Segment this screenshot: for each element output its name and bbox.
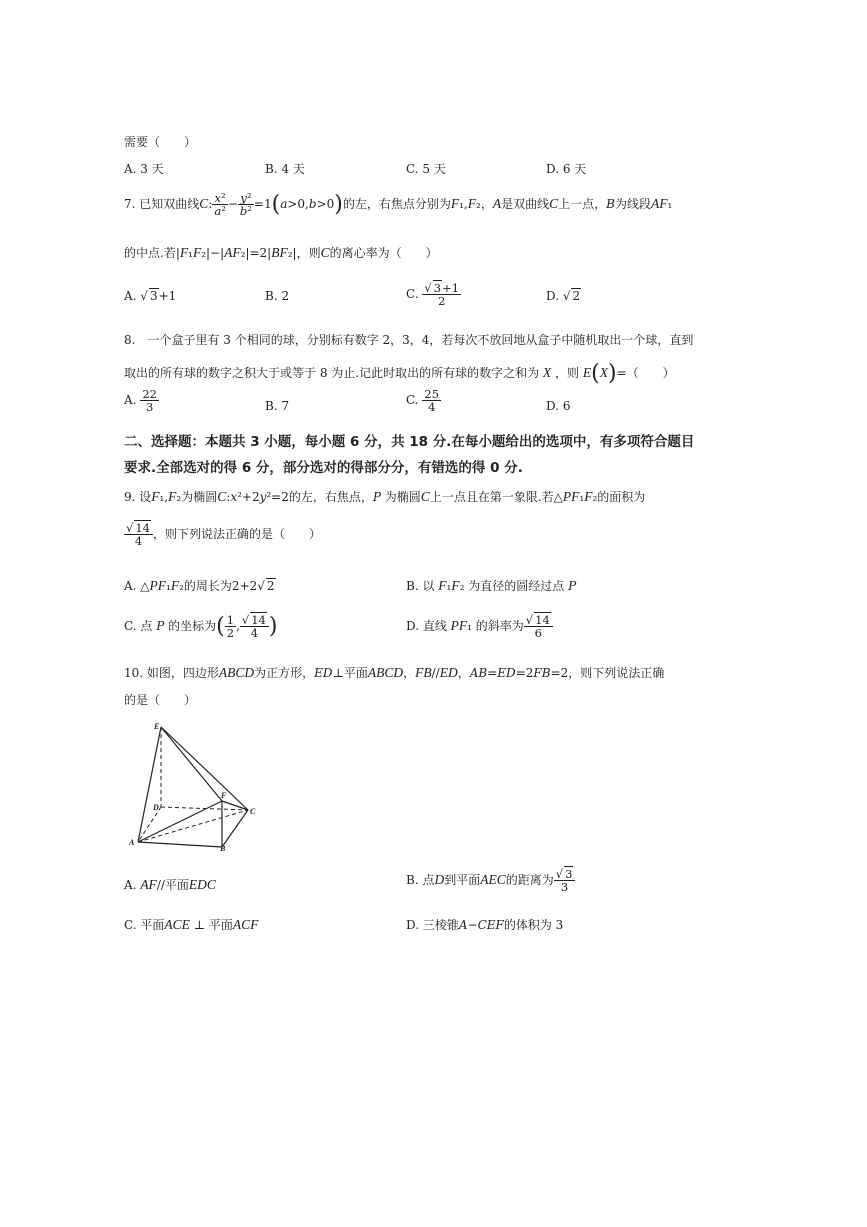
q9-option-a: A. △PF₁F₂的周长为2+2√ 2 bbox=[124, 578, 275, 593]
q7-option-d: D. √ 2 bbox=[546, 289, 581, 303]
q6-stub-text: 需要（ ） bbox=[124, 135, 197, 149]
q6-option-c: C. 5 天 bbox=[406, 162, 446, 176]
q6-option-b: B. 4 天 bbox=[265, 162, 305, 176]
q8-option-b: B. 7 bbox=[265, 399, 290, 413]
figure-label-c: C bbox=[250, 807, 256, 816]
pyramid-figure bbox=[128, 717, 268, 852]
figure-label-b: B bbox=[220, 844, 226, 852]
q7-option-c: C. $\frac{√ 3+1}{2}$ bbox=[406, 281, 460, 309]
section2-heading-line1: 二、选择题：本题共 3 小题，每小题 6 分，共 18 分.在每小题给出的选项中，有多项符合题目 bbox=[124, 434, 695, 450]
figure-label-d: D bbox=[153, 803, 159, 812]
q7-option-b: B. 2 bbox=[265, 289, 290, 303]
q8-option-c: C. $\frac{25}{4}$ bbox=[406, 387, 440, 415]
figure-label-a: A bbox=[129, 838, 135, 847]
q8-option-a: A. $\frac{22}{3}$ bbox=[124, 387, 157, 415]
q10-line2: 的是（ ） bbox=[124, 693, 197, 707]
q10-line1: 10. 如图，四边形ABCD为正方形，ED⊥平面ABCD，FB//ED，AB=ED=2FB=2，则下列说法正确 bbox=[124, 665, 665, 680]
q9-option-b: B. 以 F₁F₂ 为直径的圆经过点 P bbox=[406, 578, 577, 593]
q8-option-d: D. 6 bbox=[546, 399, 571, 413]
q9-option-c: C. 点 P 的坐标为( $\frac{1}{2}$ , $\frac{√ 14}{4}$ ) bbox=[124, 613, 278, 641]
q7-option-a: A. √ 3+1 bbox=[124, 289, 177, 303]
q7-line1: 7. 已知双曲线C: $\frac{\text{x²}}{\text{a²}}$ − $\frac{\text{y²}}{\text{b²}}$ =1(a>0,b>0)的左，右焦点分别为F₁,F₂，A是双曲线C上一点，B为线段AF₁ bbox=[124, 191, 673, 219]
q9-option-d: D. 直线 PF₁ 的斜率为 $\frac{√ 14}{6}$ bbox=[406, 614, 553, 639]
q9-line2: $\frac{√ 14}{4}$ ，则下列说法正确的是（ ） bbox=[126, 521, 321, 549]
q6-option-d: D. 6 天 bbox=[546, 162, 587, 176]
q6-option-a: A. 3 天 bbox=[124, 162, 164, 176]
q8-line2: 取出的所有球的数字之积大于或等于 8 为止.记此时取出的所有球的数字之和为 X ，则 E(X)=（ ） bbox=[124, 361, 675, 386]
q8-line1: 8. 一个盒子里有 3 个相同的球，分别标有数字 2，3，4，若每次不放回地从盒子中随机取出一个球，直到 bbox=[124, 333, 694, 347]
q10-option-b: B. 点D到平面AEC的距离为 $\frac{√ 3}{3}$ bbox=[406, 868, 575, 893]
figure-label-f: F bbox=[221, 791, 227, 800]
q7-line2: 的中点.若|F₁F₂|−|AF₂|=2|BF₂|，则C的离心率为（ ） bbox=[124, 245, 438, 260]
q10-option-c: C. 平面ACE ⊥ 平面ACF bbox=[124, 917, 259, 932]
q10-option-d: D. 三棱锥A−CEF的体积为 3 bbox=[406, 918, 564, 932]
section2-heading-line2: 要求.全部选对的得 6 分，部分选对的得部分分，有错选的得 0 分. bbox=[124, 460, 523, 476]
q10-option-a: A. AF//平面EDC bbox=[124, 877, 216, 892]
figure-label-e: E bbox=[154, 722, 160, 731]
q9-line1: 9. 设F₁,F₂为椭圆C:x²+2y²=2的左，右焦点，P 为椭圆C上一点且在第一象限.若△PF₁F₂的面积为 bbox=[124, 489, 646, 504]
